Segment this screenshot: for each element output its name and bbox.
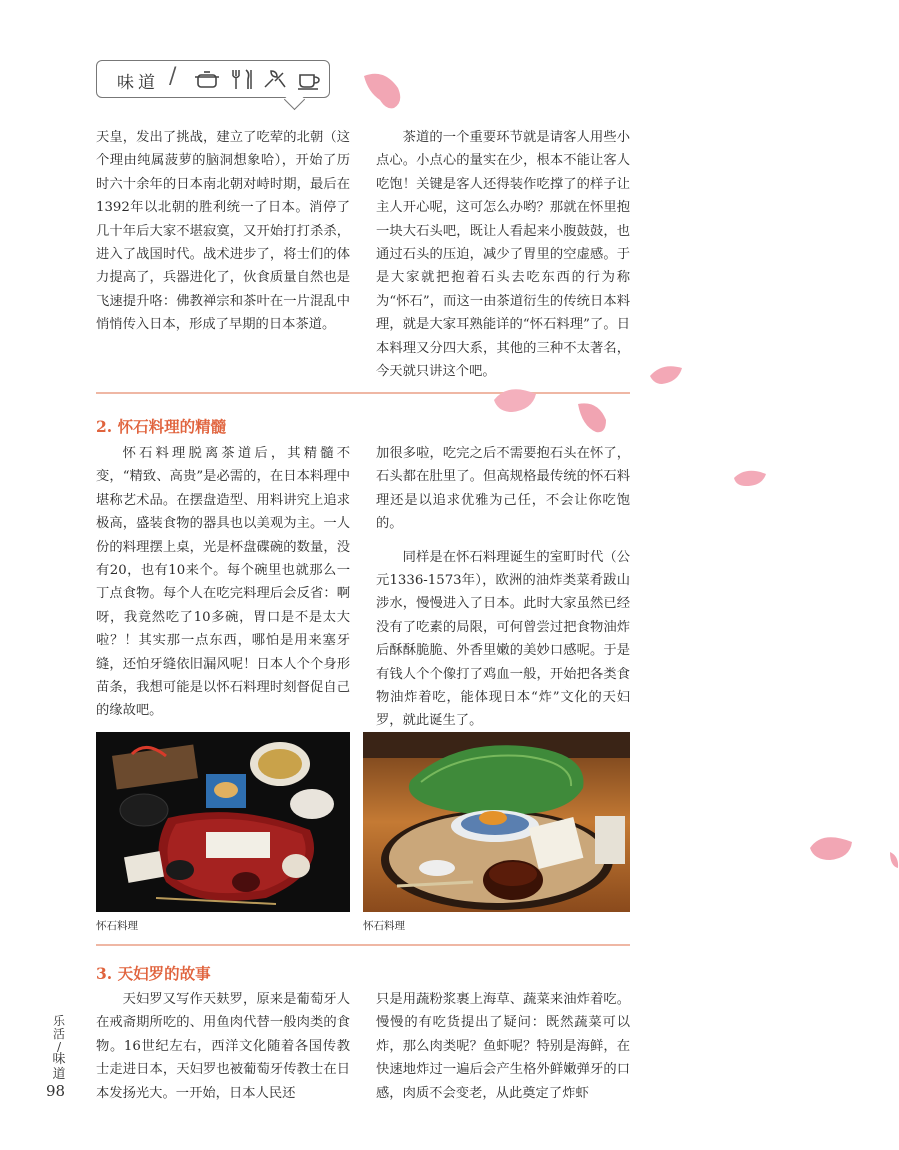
header-tab-pointer: [284, 89, 305, 110]
photo-1-caption: 怀石料理: [96, 920, 138, 932]
section-2-right-paragraph-2: 同样是在怀石料理诞生的室町时代（公元1336-1573年），欧洲的油炸类菜肴跋山涉水，慢慢进入了日本。此时大家虽然已经没有了吃素的局限，可何曾尝过把食物油炸后酥酥脆脆、外香里嫩的美妙口感呢。于是有钱人个个像打了鸡血一般，开始把各类食物油炸着吃，能体现日本“炸”文化的天妇罗，就此诞生了。: [376, 549, 630, 729]
section-3-left-column: [96, 988, 350, 1105]
page-number: 98: [46, 1082, 66, 1100]
section-divider: [96, 944, 630, 946]
section-2-right-column: [376, 442, 630, 733]
folio-section-name: 味道: [52, 1052, 66, 1082]
intro-left-paragraph: 天皇，发出了挑战，建立了吃荤的北朝（这个理由纯属菠萝的脑洞想象哈），开始了历时六十余年的日本南北朝对峙时期，最后在1392年以北朝的胜利统一了日本。消停了几十年后大家不堪寂寞，又开始打打杀杀，进入了战国时代。战术进步了，将士们的体力提高了，兵器进化了，伙食质量自然也是飞速提升咯：佛教禅宗和茶叶在一片混乱中悄悄传入日本，形成了早期的日本茶道。: [96, 130, 350, 333]
section-2-right-paragraph-1: 加很多啦，吃完之后不需要抱石头在怀了，石头都在肚里了。但高规格最传统的怀石料理还是以追求优雅为己任，不会让你吃饱的。: [376, 446, 630, 532]
section-header-tab: [96, 60, 330, 98]
petal-icon: [360, 70, 404, 112]
section-2-left-paragraph-1: 怀石料理脱离茶道后，其精髓不变，“精致、高贵”是必需的，在日本料理中堪称艺术品。在摆盘造型、用料讲究上追求极高，盛装食物的器具也以美观为主。一人份的料理摆上桌，光是杯盘碟碗的数量，没有20，也有10来个。每个碗里也就那么一丁点食物。每个人在吃完料理后会反省：啊呀，我竟然吃了10多碗，胃口是不是太大啦？！其实那一点东西，哪怕是用来塞牙缝，还怕牙缝依旧漏风呢！日本人个个身形苗条，我想可能是以怀石料理时刻督促自己的缘故吧。: [96, 446, 350, 719]
folio-slash: /: [56, 1040, 62, 1054]
intro-right-paragraph: 茶道的一个重要环节就是请客人用些小点心。小点心的量实在少，根本不能让客人吃饱！关键是客人还得装作吃撑了的样子让主人开心呢，这可怎么办哟？那就在怀里抱一块大石头吧，既让人看起来小腹鼓鼓，也通过石头的压迫，减少了胃里的空虚感。于是大家就把抱着石头去吃东西的行为称为“怀石”，而这一由茶道衍生的传统日本料理，就是大家耳熟能详的“怀石料理”了。日本料理又分四大系，其他的三种不太著名，今天就只讲这个吧。: [376, 130, 630, 380]
section-2-left-column: [96, 442, 350, 756]
petal-icon: [492, 384, 540, 414]
folio-magazine-name: 乐活: [52, 1014, 65, 1041]
kaiseki-photo-2: [363, 732, 630, 912]
petal-icon: [888, 850, 899, 870]
section-divider: [96, 392, 630, 394]
petal-icon: [808, 830, 856, 862]
photo-2-caption: 怀石料理: [363, 920, 405, 932]
petal-icon: [574, 400, 610, 436]
whisk-icon: [261, 67, 289, 91]
section-3-left-paragraph: 天妇罗又写作天麸罗，原来是葡萄牙人在戒斋期所吃的、用鱼肉代替一般肉类的食物。16世纪左右，西洋文化随着各国传教士走进日本，天妇罗也被葡萄牙传教士在日本发扬光大。一开始，日本人民还: [96, 992, 350, 1101]
petal-icon: [648, 362, 684, 386]
kaiseki-photo-1: [96, 732, 350, 912]
pot-icon: [193, 67, 221, 91]
section-header-title: 味道: [117, 73, 159, 93]
header-divider: /: [169, 64, 177, 89]
section-3-title: 3. 天妇罗的故事: [96, 964, 211, 983]
section-3-right-paragraph: 只是用蔬粉浆裹上海草、蔬菜来油炸着吃。慢慢的有吃货提出了疑问：既然蔬菜可以炸，那么肉类呢？鱼虾呢？特别是海鲜，在快速地炸过一遍后会产生格外鲜嫩弹牙的口感，肉质不会变老，从此奠定了炸虾: [376, 992, 630, 1101]
petal-icon: [732, 466, 768, 488]
header-icon-row: [193, 67, 323, 91]
section-2-title: 2. 怀石料理的精髓: [96, 417, 227, 436]
intro-right-column: [376, 126, 630, 383]
fork-knife-icon: [227, 67, 255, 91]
intro-left-column: [96, 126, 350, 337]
section-3-right-column: [376, 988, 630, 1105]
teacup-icon: [295, 67, 323, 91]
